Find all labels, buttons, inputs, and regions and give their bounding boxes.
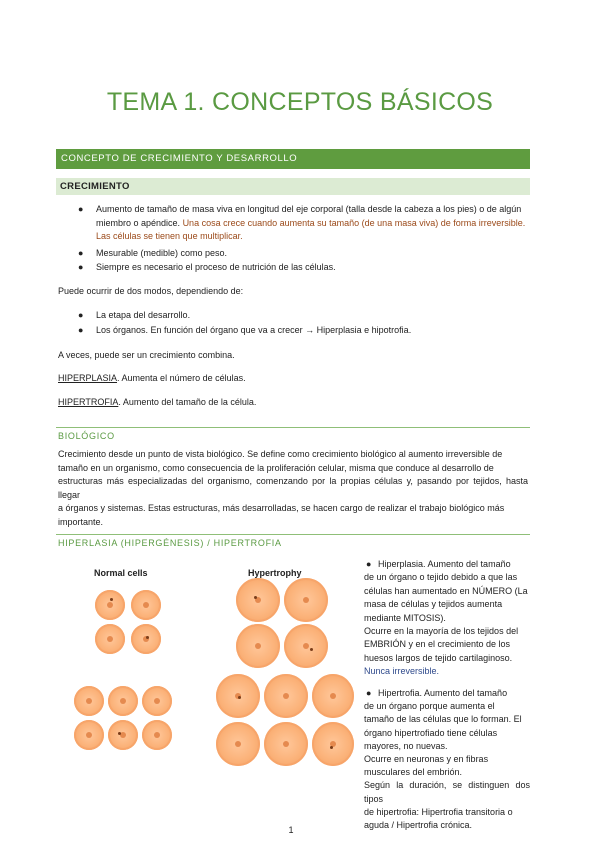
highlight-text: Nunca irreversible. (364, 666, 440, 677)
bullet-icon: ● (366, 559, 372, 569)
hypertrophic-cell (216, 722, 260, 766)
hypertrophic-cell (236, 578, 280, 622)
crecimiento-bullet-1 (96, 203, 536, 244)
normal-cell (95, 624, 125, 654)
hypertrophic-cell (312, 674, 354, 718)
text-line: Crecimiento desde un punto de vista biológico. Se define como crecimiento biológico al aumento irreversible de (58, 449, 503, 459)
hyperplastic-cell (108, 720, 138, 750)
hyperplastic-cell (108, 686, 138, 716)
text-line: Aumento de tamaño de masa viva en longitud del eje corporal (talla desde la cabeza a los pies) o de algún (96, 204, 522, 214)
page-number: 1 (288, 825, 294, 835)
hiperplasia-def: . Aumenta el número de células. (117, 373, 246, 383)
normal-cell (131, 590, 161, 620)
bullet-icon: ● (78, 248, 84, 258)
modo-1: La etapa del desarrollo. (96, 310, 191, 320)
hipertrofia-term: HIPERTROFIA (58, 397, 119, 407)
sub-header-text: CRECIMIENTO (60, 181, 130, 192)
hipertrofia-def: . Aumento del tamaño de la célula. (118, 397, 257, 407)
text-line: masa de células y tejidos aumenta (364, 599, 503, 610)
text-line: huesos largos de tejido cartilaginoso. (364, 652, 513, 663)
bullet-icon: ● (78, 325, 84, 335)
hipertrofia-description (364, 687, 530, 832)
text-line: Según la duración, se distinguen dos tipos (364, 780, 530, 804)
hypertrophic-cell (264, 674, 308, 718)
text-line: aguda / Hipertrofia crónica. (364, 820, 473, 831)
text-line: tamaño de las células que lo forman. El (364, 714, 522, 725)
hipertrofia-line (58, 396, 256, 410)
text-line: Ocurre en la mayoría de los tejidos del (364, 626, 519, 637)
normal-cell (131, 624, 161, 654)
crecimiento-bullet-3: Siempre es necesario el proceso de nutrición de las células. (96, 262, 336, 272)
hh-header: HIPERLASIA (HIPERGÉNESIS) / HIPERTROFIA (58, 538, 282, 548)
hypertrophic-cell (284, 624, 328, 668)
page-title: TEMA 1. CONCEPTOS BÁSICOS (106, 88, 494, 116)
divider (56, 534, 530, 535)
nucleus-dot (254, 596, 257, 599)
modos-intro: Puede ocurrir de dos modos, dependiendo de: (58, 286, 244, 296)
cells-figure (58, 556, 356, 820)
hypertrophic-cell (312, 722, 354, 766)
text-span: miembro o apéndice. (96, 217, 181, 228)
text-line: EMBRIÓN y en el crecimiento de los (364, 639, 511, 650)
hypertrophic-cell (284, 578, 328, 622)
text-line: de un órgano o tejido debido a que las (364, 572, 518, 583)
section-header (56, 149, 530, 169)
text-line: de un órgano porque aumenta el (364, 701, 495, 712)
bullet-icon: ● (366, 688, 372, 698)
divider (56, 427, 530, 428)
text-line: mediante MITOSIS). (364, 612, 446, 623)
highlight-text: Las células se tienen que multiplicar. (96, 231, 243, 241)
bullet-icon: ● (78, 204, 84, 214)
text-line: Hipertrofia. Aumento del tamaño (378, 688, 508, 698)
text-line: estructuras más especializadas del organismo, comenzando por la propias células y, pasando por tejidos, hasta llegar (58, 476, 528, 500)
text-line: células han aumentado en NÚMERO (La (364, 585, 528, 596)
text-line: a órganos y sistemas. Estas estructuras, más desarrolladas, se hacen cargo de realizar el trabajo biológico más (58, 503, 505, 513)
hypertrophic-cell (236, 624, 280, 668)
combina-text: A veces, puede ser un crecimiento combina. (58, 350, 235, 360)
hiperplasia-term: HIPERPLASIA (58, 373, 118, 383)
text-line: Ocurre en neuronas y en fibras (364, 754, 489, 765)
modo-2: Los órganos. En función del órgano que va a crecer → Hiperplasia e hipotrofia. (96, 325, 412, 335)
text-line: mayores, no nuevas. (364, 740, 448, 751)
nucleus-dot (238, 696, 241, 699)
text-line: órgano hipertrofiado tiene células (364, 727, 498, 738)
text-line: musculares del embrión. (364, 767, 463, 778)
sub-header (56, 178, 530, 195)
hiperplasia-line (58, 372, 246, 386)
bullet-icon: ● (78, 262, 84, 272)
nucleus-dot (310, 648, 313, 651)
label-hypertrophy: Hypertrophy (248, 568, 302, 578)
text-line: importante. (58, 516, 104, 527)
hyperplastic-cell (74, 720, 104, 750)
nucleus-dot (110, 598, 113, 601)
highlight-text: Una cosa crece cuando aumenta su tamaño (de una masa viva) de forma irreversible. (182, 217, 526, 228)
nucleus-dot (330, 746, 333, 749)
hiperplasia-description (364, 558, 530, 679)
label-normal-cells: Normal cells (94, 568, 148, 578)
text-line (96, 217, 536, 231)
biologico-paragraph (58, 448, 528, 529)
bullet-icon: ● (78, 310, 84, 320)
text-line: de hipertrofia: Hipertrofia transitoria o (364, 806, 513, 817)
hyperplastic-cell (74, 686, 104, 716)
hypertrophic-cell (264, 722, 308, 766)
nucleus-dot (118, 732, 121, 735)
normal-cell (95, 590, 125, 620)
text-line: Hiperplasia. Aumento del tamaño (378, 559, 511, 569)
biologico-header: BIOLÓGICO (58, 431, 115, 441)
text-line: tamaño en un organismo, como consecuencia de la proliferación celular, misma que conduce al desarrollo de (58, 462, 494, 473)
section-header-text: CONCEPTO DE CRECIMIENTO Y DESARROLLO (61, 153, 298, 164)
hyperplastic-cell (142, 720, 172, 750)
hyperplastic-cell (142, 686, 172, 716)
crecimiento-bullet-2: Mesurable (medible) como peso. (96, 248, 228, 258)
nucleus-dot (146, 636, 149, 639)
